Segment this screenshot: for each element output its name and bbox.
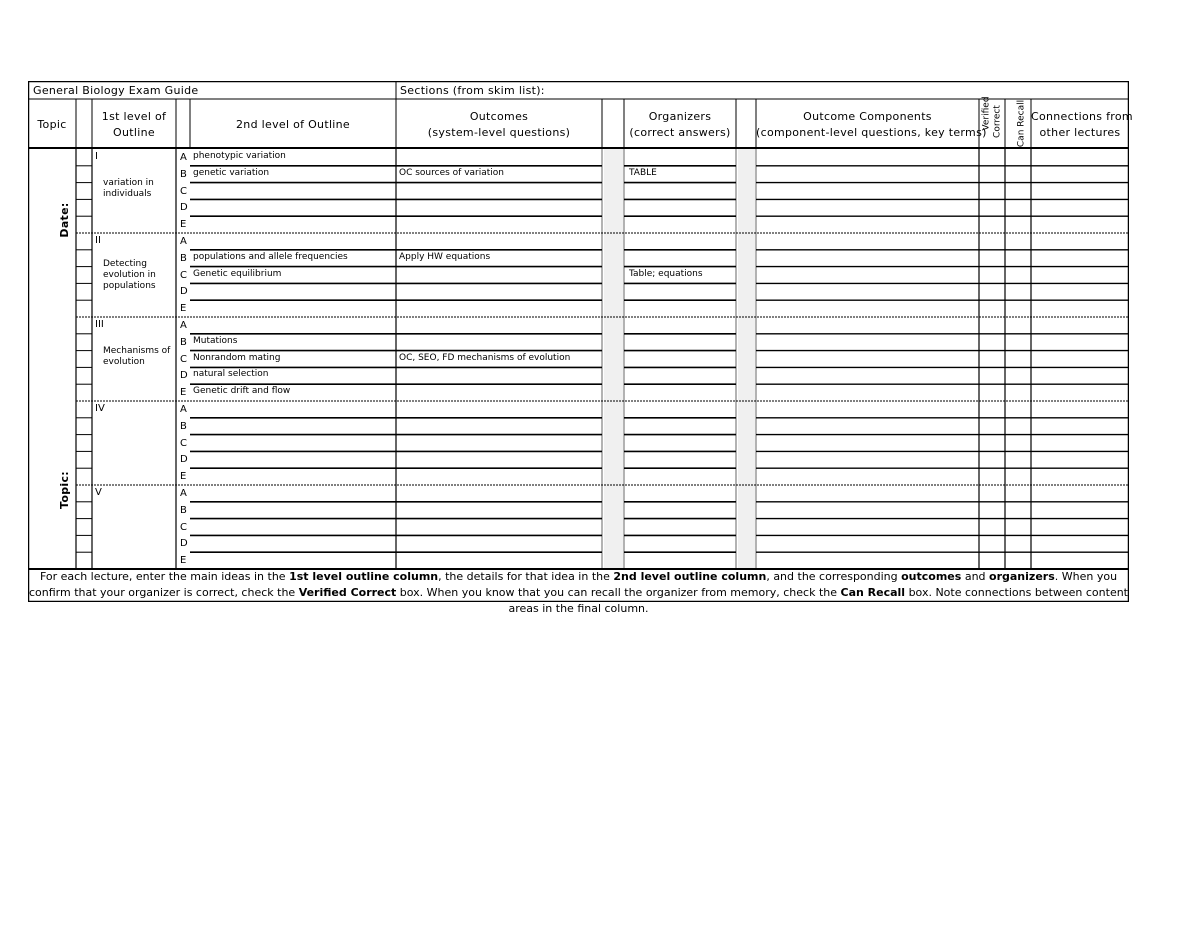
organizer-text: TABLE bbox=[629, 167, 657, 178]
sheet-title: General Biology Exam Guide bbox=[33, 84, 199, 97]
sections-label: Sections (from skim list): bbox=[400, 84, 545, 97]
col-header-outcomes-line2: (system-level questions) bbox=[427, 126, 571, 139]
outline-detail: Genetic drift and flow bbox=[193, 386, 291, 397]
row-letter: D bbox=[180, 202, 188, 214]
exam-guide-sheet bbox=[28, 81, 1133, 615]
row-letter: E bbox=[180, 555, 187, 567]
gap-column-2 bbox=[738, 149, 755, 569]
col-header-components-line1: Outcome Components bbox=[803, 110, 932, 123]
row-letter: C bbox=[180, 269, 187, 281]
col-header-can-recall: Can Recall bbox=[1016, 99, 1027, 148]
col-header-organizers-line2: (correct answers) bbox=[629, 126, 731, 139]
row-letter: B bbox=[180, 420, 187, 432]
section-numeral: IV bbox=[95, 403, 105, 414]
row-letter: E bbox=[180, 387, 187, 399]
outline-detail: phenotypic variation bbox=[193, 151, 286, 161]
row-letter: A bbox=[180, 320, 187, 331]
col-header-verified-line2: Correct bbox=[992, 105, 1003, 138]
row-letter: C bbox=[180, 185, 187, 197]
row-letter: B bbox=[180, 504, 187, 516]
section-title-line: evolution in bbox=[103, 270, 156, 281]
row-letter: E bbox=[180, 219, 187, 231]
section-title-line: Mechanisms of bbox=[103, 346, 171, 357]
row-letter: E bbox=[180, 303, 187, 315]
outline-detail: Nonrandom mating bbox=[193, 352, 281, 363]
section-title-line: individuals bbox=[103, 189, 152, 200]
row-letter: D bbox=[180, 538, 188, 550]
section-numeral: II bbox=[95, 235, 101, 246]
col-header-connections-line2: other lectures bbox=[1039, 126, 1121, 139]
gap-column-1 bbox=[604, 149, 623, 569]
section-title-line: variation in bbox=[103, 178, 154, 189]
row-letter: A bbox=[180, 488, 187, 499]
col-header-second-level: 2nd level of Outline bbox=[236, 118, 350, 131]
col-header-first-level-line1: 1st level of bbox=[101, 110, 167, 123]
date-label: Date: bbox=[58, 202, 71, 238]
section-title-line: evolution bbox=[103, 357, 145, 368]
outcome-text: OC sources of variation bbox=[399, 167, 504, 178]
row-letter: E bbox=[180, 471, 187, 483]
col-header-connections-line1: Connections from bbox=[1031, 110, 1133, 123]
outline-detail: natural selection bbox=[193, 369, 269, 380]
row-letter: B bbox=[180, 252, 187, 264]
outline-detail: populations and allele frequencies bbox=[193, 251, 348, 262]
outcome-text: OC, SEO, FD mechanisms of evolution bbox=[399, 352, 571, 363]
row-letter: D bbox=[180, 286, 188, 298]
row-letter: B bbox=[180, 168, 187, 180]
section-numeral: III bbox=[95, 319, 104, 330]
row-letter: C bbox=[180, 353, 187, 365]
section-title-line: populations bbox=[103, 281, 156, 292]
row-letter: A bbox=[180, 404, 187, 415]
col-header-outcomes-line1: Outcomes bbox=[469, 110, 529, 123]
col-header-topic: Topic bbox=[37, 118, 67, 131]
row-letter: A bbox=[180, 236, 187, 247]
row-letter: C bbox=[180, 437, 187, 449]
outcome-text: Apply HW equations bbox=[399, 251, 491, 262]
col-header-components-line2: (component-level questions, key terms) bbox=[756, 126, 987, 139]
col-header-organizers-line1: Organizers bbox=[648, 110, 712, 123]
topic-label: Topic: bbox=[58, 471, 71, 509]
organizer-text: Table; equations bbox=[629, 268, 703, 279]
section-title-line: Detecting bbox=[103, 259, 147, 270]
outline-detail: Genetic equilibrium bbox=[193, 268, 282, 279]
section-numeral: I bbox=[95, 151, 98, 162]
col-header-first-level-line2: Outline bbox=[113, 126, 155, 139]
col-header-verified-line1: Verified bbox=[981, 96, 992, 131]
row-letter: D bbox=[180, 370, 188, 382]
row-letter: D bbox=[180, 454, 188, 466]
section-numeral: V bbox=[95, 487, 102, 498]
row-letter: C bbox=[180, 521, 187, 533]
outline-detail: Mutations bbox=[193, 335, 238, 346]
outline-detail: genetic variation bbox=[193, 167, 270, 178]
instructions-note: For each lecture, enter the main ideas in the 1st level outline column, the details for that idea in the 2nd level outline column, and the corresponding outcomes and organizers. When you confirm that your organizer is correct, check the Verified Correct box. When you know that you can recall the organizer from memory, check the Can Recall box. Note connections between content areas in the final column. bbox=[28, 570, 1128, 615]
row-letter: A bbox=[180, 152, 187, 163]
row-letter: B bbox=[180, 336, 187, 348]
